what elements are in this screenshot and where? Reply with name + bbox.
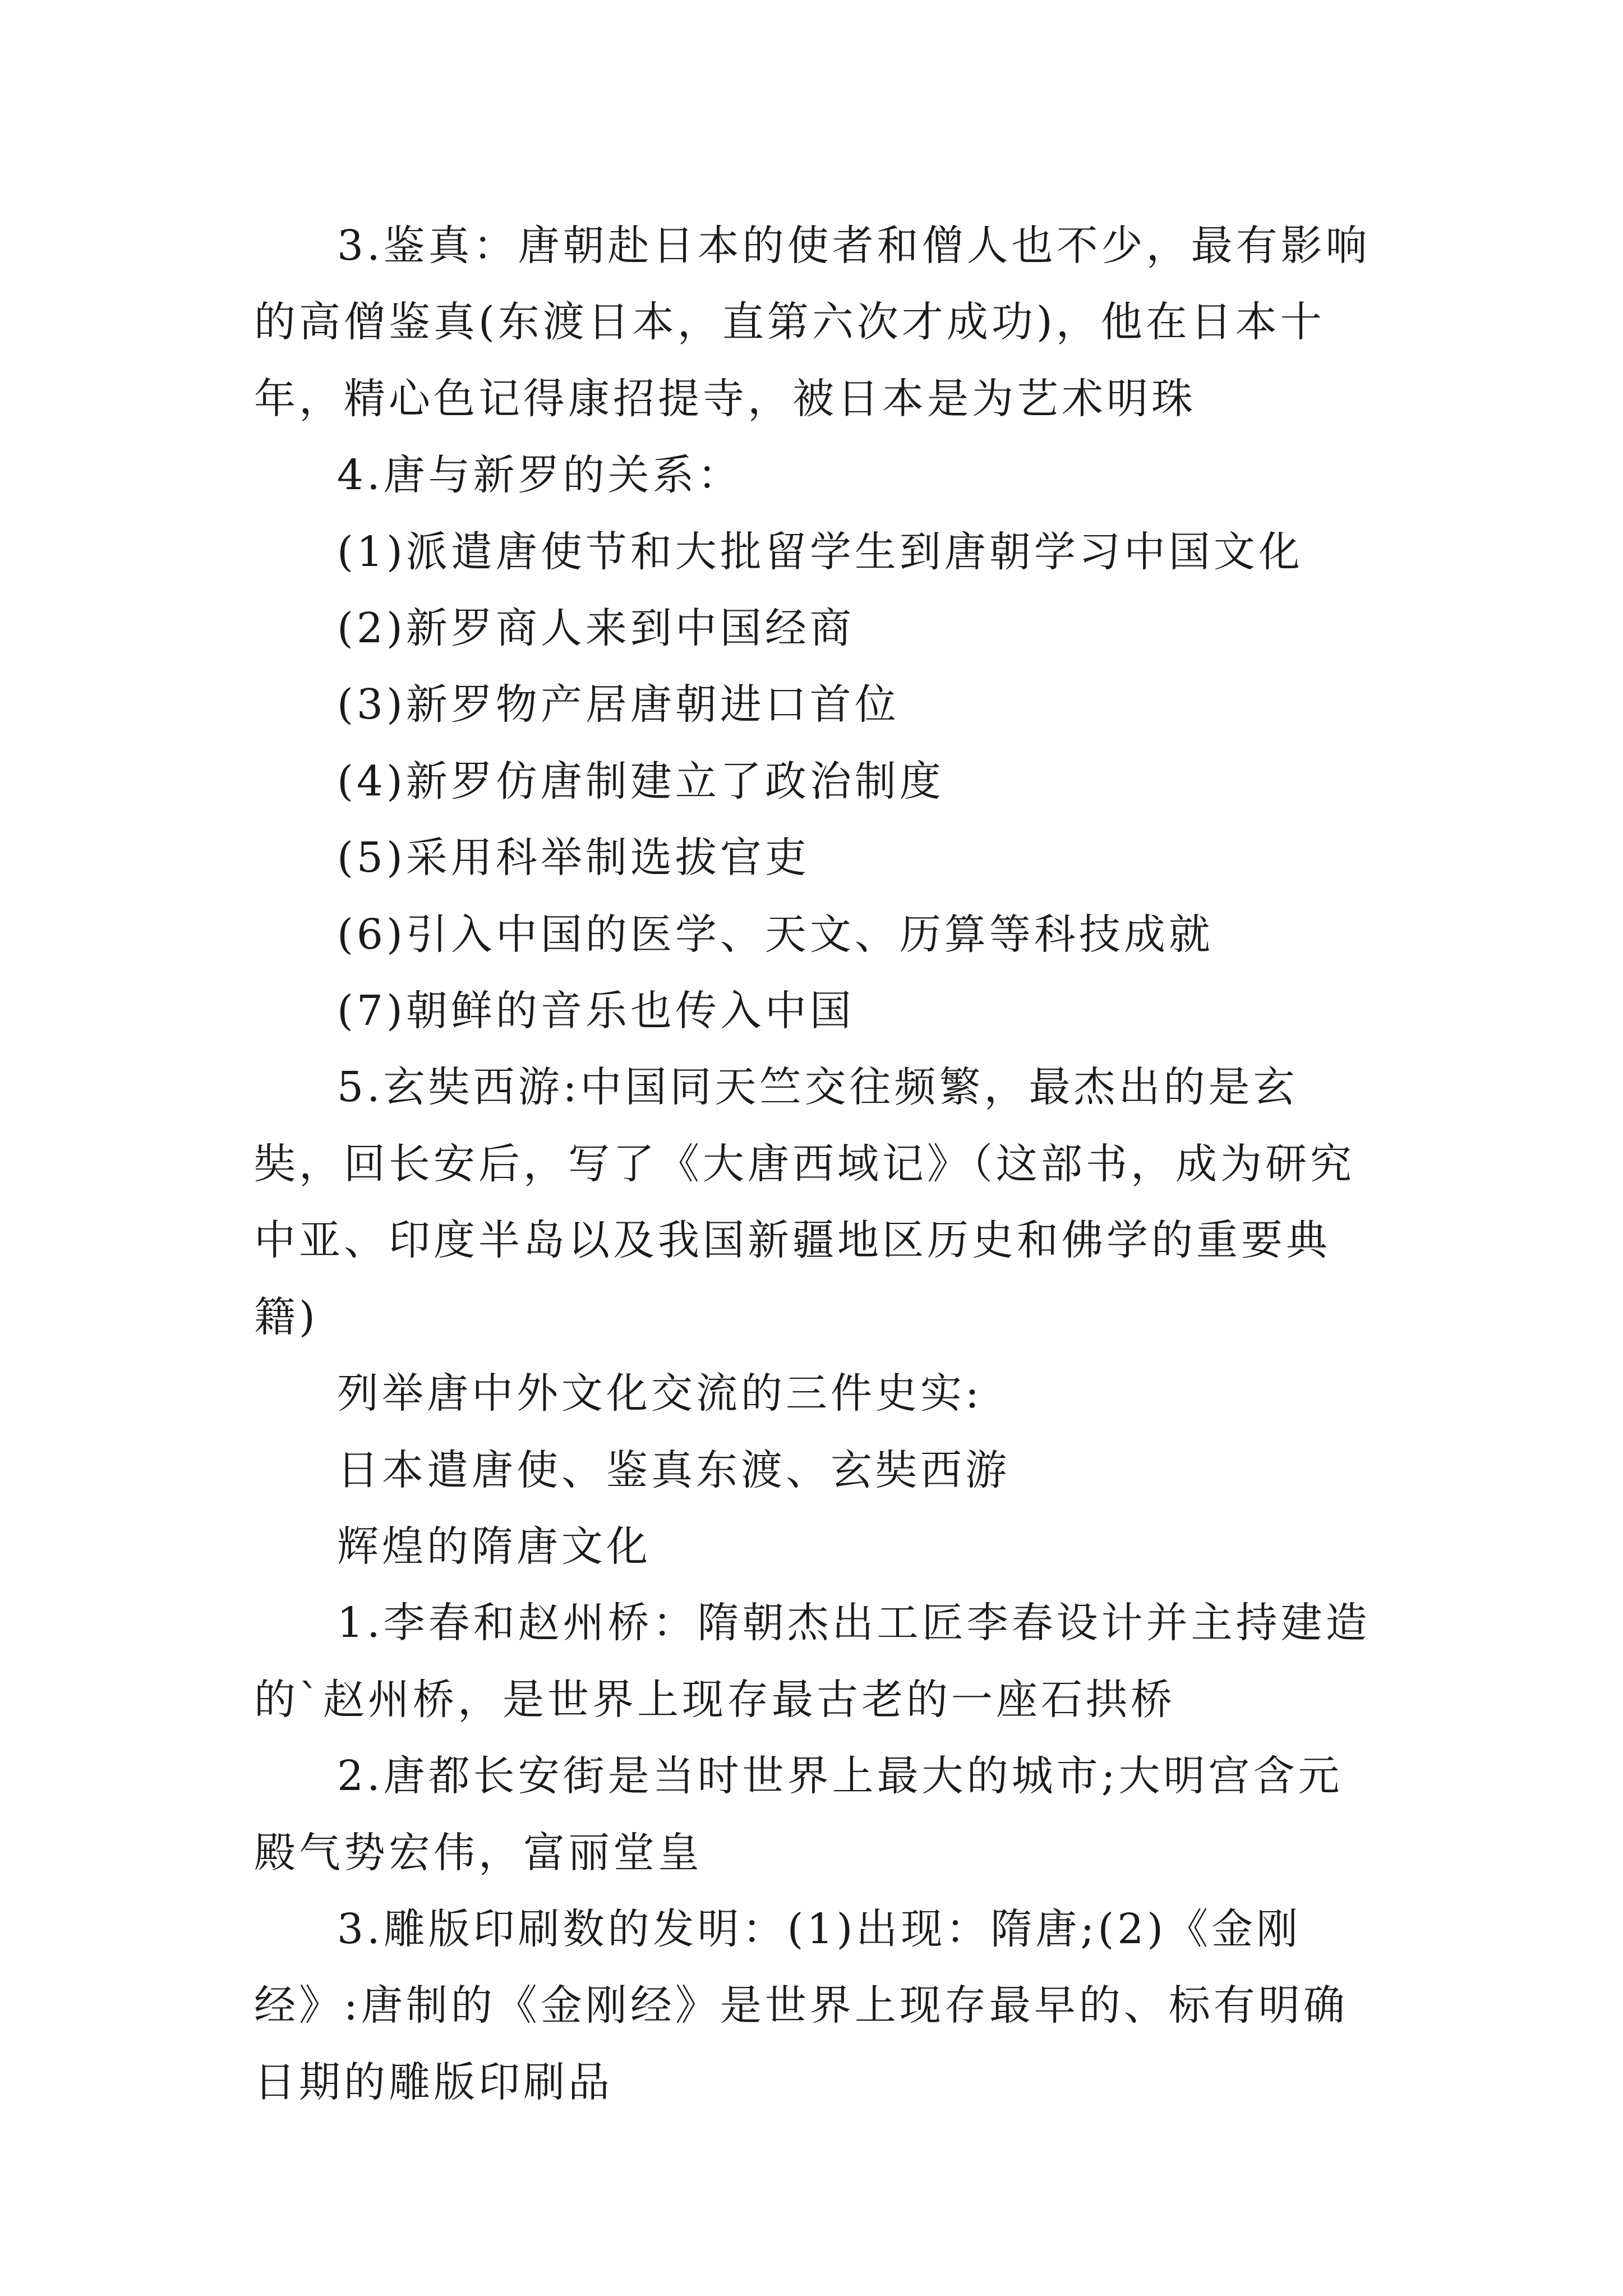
- document-body: [254, 208, 1387, 2120]
- list-item-silla-1: (1)派遣唐使节和大批留学生到唐朝学习中国文化: [337, 527, 1303, 576]
- paragraph-woodblock-printing: 3.雕版印刷数的发明：(1)出现：隋唐;(2)《金刚经》:唐制的《金刚经》是世界上现存最早的、标有明确日期的雕版印刷品: [254, 1904, 1348, 2106]
- list-item-silla-7: (7)朝鲜的音乐也传入中国: [337, 987, 855, 1036]
- list-item-silla-4: (4)新罗仿唐制建立了政治制度: [337, 757, 944, 806]
- section-heading-sui-tang-culture: 辉煌的隋唐文化: [337, 1522, 651, 1571]
- paragraph-changan: 2.唐都长安街是当时世界上最大的城市;大明宫含元殿气势宏伟，富丽堂皇: [254, 1752, 1343, 1877]
- paragraph-zhaozhou-bridge: 1.李春和赵州桥：隋朝杰出工匠李春设计并主持建造的`赵州桥，是世界上现存最古老的一座石拱桥: [254, 1599, 1371, 1724]
- paragraph-three-facts-prompt: 列举唐中外文化交流的三件史实:: [337, 1369, 983, 1418]
- list-item-silla-3: (3)新罗物产居唐朝进口首位: [337, 680, 900, 729]
- paragraph-jianzhen: 3.鉴真：唐朝赴日本的使者和僧人也不少，最有影响的高僧鉴真(东渡日本，直第六次才成功)，他在日本十年，精心色记得康招提寺，被日本是为艺术明珠: [254, 222, 1371, 423]
- paragraph-tang-silla-heading: 4.唐与新罗的关系：: [337, 451, 743, 500]
- list-item-silla-6: (6)引入中国的医学、天文、历算等科技成就: [337, 910, 1214, 959]
- list-item-silla-5: (5)采用科举制选拔官吏: [337, 834, 810, 882]
- paragraph-xuanzang: 5.玄奘西游:中国同天竺交往频繁，最杰出的是玄奘，回长安后，写了《大唐西域记》（这部书，成为研究中亚、印度半岛以及我国新疆地区历史和佛学的重要典籍): [254, 1063, 1355, 1341]
- paragraph-three-facts-answer: 日本遣唐使、鉴真东渡、玄奘西游: [337, 1446, 1010, 1494]
- list-item-silla-2: (2)新罗商人来到中国经商: [337, 604, 855, 653]
